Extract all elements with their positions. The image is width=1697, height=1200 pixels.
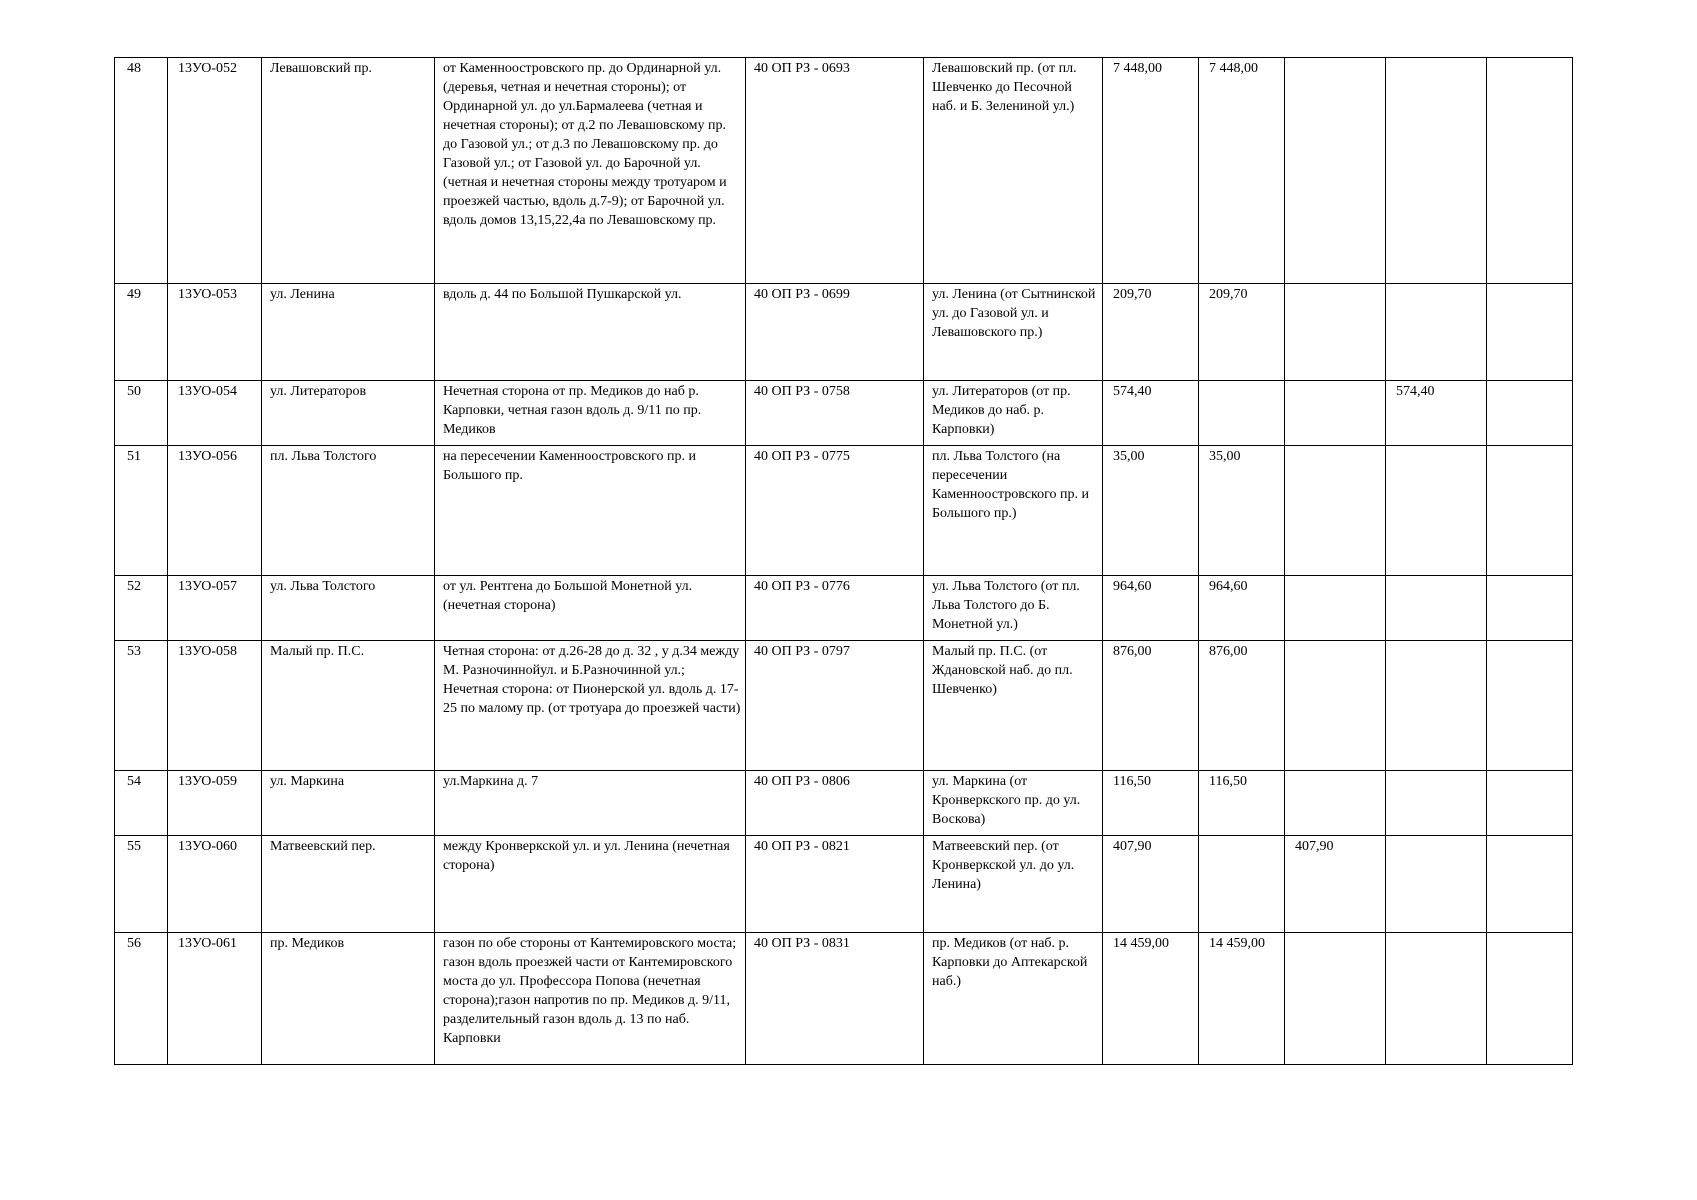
road-description-cell: пл. Льва Толстого (на пересечении Каменноостровского пр. и Большого пр.)	[924, 446, 1103, 576]
street-name-cell: ул. Литераторов	[262, 381, 435, 446]
area-category-2-cell	[1285, 641, 1386, 771]
area-category-4-cell	[1487, 58, 1573, 284]
road-description-cell: ул. Ленина (от Сытнинской ул. до Газовой ул. и Левашовского пр.)	[924, 284, 1103, 381]
street-name-cell: Левашовский пр.	[262, 58, 435, 284]
road-description-cell: Левашовский пр. (от пл. Шевченко до Песочной наб. и Б. Зелениной ул.)	[924, 58, 1103, 284]
road-id-cell: 40 ОП РЗ - 0797	[746, 641, 924, 771]
area-category-4-cell	[1487, 933, 1573, 1065]
area-category-1-cell: 14 459,00	[1199, 933, 1285, 1065]
road-id-cell: 40 ОП РЗ - 0775	[746, 446, 924, 576]
area-category-1-cell	[1199, 381, 1285, 446]
road-id-cell: 40 ОП РЗ - 0831	[746, 933, 924, 1065]
area-category-3-cell	[1386, 576, 1487, 641]
area-category-4-cell	[1487, 284, 1573, 381]
street-name-cell: пр. Медиков	[262, 933, 435, 1065]
table-row	[115, 284, 1573, 381]
road-id-cell: 40 ОП РЗ - 0693	[746, 58, 924, 284]
area-category-4-cell	[1487, 836, 1573, 933]
row-number-cell: 50	[115, 381, 168, 446]
road-description-cell: Матвеевский пер. (от Кронверкской ул. до ул. Ленина)	[924, 836, 1103, 933]
object-code-cell: 13УО-059	[168, 771, 262, 836]
location-description-cell: между Кронверкской ул. и ул. Ленина (нечетная сторона)	[435, 836, 746, 933]
area-category-1-cell: 964,60	[1199, 576, 1285, 641]
area-total-cell: 209,70	[1103, 284, 1199, 381]
area-category-4-cell	[1487, 446, 1573, 576]
area-category-3-cell	[1386, 58, 1487, 284]
row-number-cell: 52	[115, 576, 168, 641]
location-description-cell: Четная сторона: от д.26-28 до д. 32 , у д.34 между М. Разночиннойул. и Б.Разночинной ул.; Нечетная сторона: от Пионерской ул. вдоль д. 17-25 по малому пр. (от тротуара до проезжей части)	[435, 641, 746, 771]
area-category-2-cell	[1285, 771, 1386, 836]
table-row	[115, 381, 1573, 446]
table-row	[115, 836, 1573, 933]
area-category-3-cell: 574,40	[1386, 381, 1487, 446]
road-description-cell: ул. Льва Толстого (от пл. Льва Толстого до Б. Монетной ул.)	[924, 576, 1103, 641]
row-number-cell: 49	[115, 284, 168, 381]
street-name-cell: ул. Маркина	[262, 771, 435, 836]
area-category-3-cell	[1386, 641, 1487, 771]
area-category-1-cell: 7 448,00	[1199, 58, 1285, 284]
area-category-2-cell	[1285, 933, 1386, 1065]
object-code-cell: 13УО-057	[168, 576, 262, 641]
table-row	[115, 58, 1573, 284]
area-total-cell: 14 459,00	[1103, 933, 1199, 1065]
object-code-cell: 13УО-053	[168, 284, 262, 381]
location-description-cell: от ул. Рентгена до Большой Монетной ул. (нечетная сторона)	[435, 576, 746, 641]
location-description-cell: вдоль д. 44 по Большой Пушкарской ул.	[435, 284, 746, 381]
area-category-4-cell	[1487, 381, 1573, 446]
area-category-1-cell: 116,50	[1199, 771, 1285, 836]
road-description-cell: ул. Маркина (от Кронверкского пр. до ул. Воскова)	[924, 771, 1103, 836]
road-description-cell: ул. Литераторов (от пр. Медиков до наб. р. Карповки)	[924, 381, 1103, 446]
row-number-cell: 54	[115, 771, 168, 836]
street-name-cell: ул. Льва Толстого	[262, 576, 435, 641]
road-id-cell: 40 ОП РЗ - 0806	[746, 771, 924, 836]
object-code-cell: 13УО-058	[168, 641, 262, 771]
road-id-cell: 40 ОП РЗ - 0699	[746, 284, 924, 381]
table-row	[115, 933, 1573, 1065]
area-category-3-cell	[1386, 933, 1487, 1065]
road-id-cell: 40 ОП РЗ - 0821	[746, 836, 924, 933]
area-category-1-cell	[1199, 836, 1285, 933]
street-name-cell: ул. Ленина	[262, 284, 435, 381]
table-body	[115, 58, 1573, 1065]
area-category-2-cell	[1285, 576, 1386, 641]
location-description-cell: от Каменноостровского пр. до Ординарной ул. (деревья, четная и нечетная стороны); от Ординарной ул. до ул.Бармалеева (четная и нечетная стороны); от д.2 по Левашовскому пр. до Газовой ул.; от д.3 по Левашовскому пр. до Газовой ул.; от Газовой ул. до Барочной ул. (четная и нечетная стороны между тротуаром и проезжей частью, вдоль д.7-9); от Барочной ул. вдоль домов 13,15,22,4а по Левашовскому пр.	[435, 58, 746, 284]
row-number-cell: 55	[115, 836, 168, 933]
area-category-2-cell	[1285, 381, 1386, 446]
area-total-cell: 35,00	[1103, 446, 1199, 576]
row-number-cell: 53	[115, 641, 168, 771]
table-row	[115, 446, 1573, 576]
green-areas-table	[114, 57, 1573, 1065]
location-description-cell: Нечетная сторона от пр. Медиков до наб р. Карповки, четная газон вдоль д. 9/11 по пр. Медиков	[435, 381, 746, 446]
area-total-cell: 574,40	[1103, 381, 1199, 446]
area-category-4-cell	[1487, 576, 1573, 641]
object-code-cell: 13УО-052	[168, 58, 262, 284]
area-category-2-cell	[1285, 284, 1386, 381]
row-number-cell: 51	[115, 446, 168, 576]
area-category-3-cell	[1386, 836, 1487, 933]
area-category-1-cell: 209,70	[1199, 284, 1285, 381]
table-row	[115, 771, 1573, 836]
area-category-4-cell	[1487, 641, 1573, 771]
area-category-1-cell: 876,00	[1199, 641, 1285, 771]
road-id-cell: 40 ОП РЗ - 0776	[746, 576, 924, 641]
area-category-3-cell	[1386, 446, 1487, 576]
area-total-cell: 407,90	[1103, 836, 1199, 933]
area-category-4-cell	[1487, 771, 1573, 836]
street-name-cell: Малый пр. П.С.	[262, 641, 435, 771]
area-total-cell: 964,60	[1103, 576, 1199, 641]
location-description-cell: на пересечении Каменноостровского пр. и Большого пр.	[435, 446, 746, 576]
location-description-cell: газон по обе стороны от Кантемировского моста; газон вдоль проезжей части от Кантемировского моста до ул. Профессора Попова (нечетная сторона);газон напротив по пр. Медиков д. 9/11, разделительный газон вдоль д. 13 по наб. Карповки	[435, 933, 746, 1065]
area-category-2-cell	[1285, 446, 1386, 576]
area-category-2-cell	[1285, 58, 1386, 284]
street-name-cell: Матвеевский пер.	[262, 836, 435, 933]
row-number-cell: 56	[115, 933, 168, 1065]
object-code-cell: 13УО-061	[168, 933, 262, 1065]
table-row	[115, 641, 1573, 771]
area-total-cell: 116,50	[1103, 771, 1199, 836]
object-code-cell: 13УО-054	[168, 381, 262, 446]
row-number-cell: 48	[115, 58, 168, 284]
object-code-cell: 13УО-060	[168, 836, 262, 933]
road-description-cell: пр. Медиков (от наб. р. Карповки до Аптекарской наб.)	[924, 933, 1103, 1065]
area-category-3-cell	[1386, 771, 1487, 836]
road-description-cell: Малый пр. П.С. (от Ждановской наб. до пл. Шевченко)	[924, 641, 1103, 771]
area-category-1-cell: 35,00	[1199, 446, 1285, 576]
area-total-cell: 7 448,00	[1103, 58, 1199, 284]
table-row	[115, 576, 1573, 641]
area-category-2-cell: 407,90	[1285, 836, 1386, 933]
object-code-cell: 13УО-056	[168, 446, 262, 576]
area-total-cell: 876,00	[1103, 641, 1199, 771]
street-name-cell: пл. Льва Толстого	[262, 446, 435, 576]
road-id-cell: 40 ОП РЗ - 0758	[746, 381, 924, 446]
location-description-cell: ул.Маркина д. 7	[435, 771, 746, 836]
area-category-3-cell	[1386, 284, 1487, 381]
